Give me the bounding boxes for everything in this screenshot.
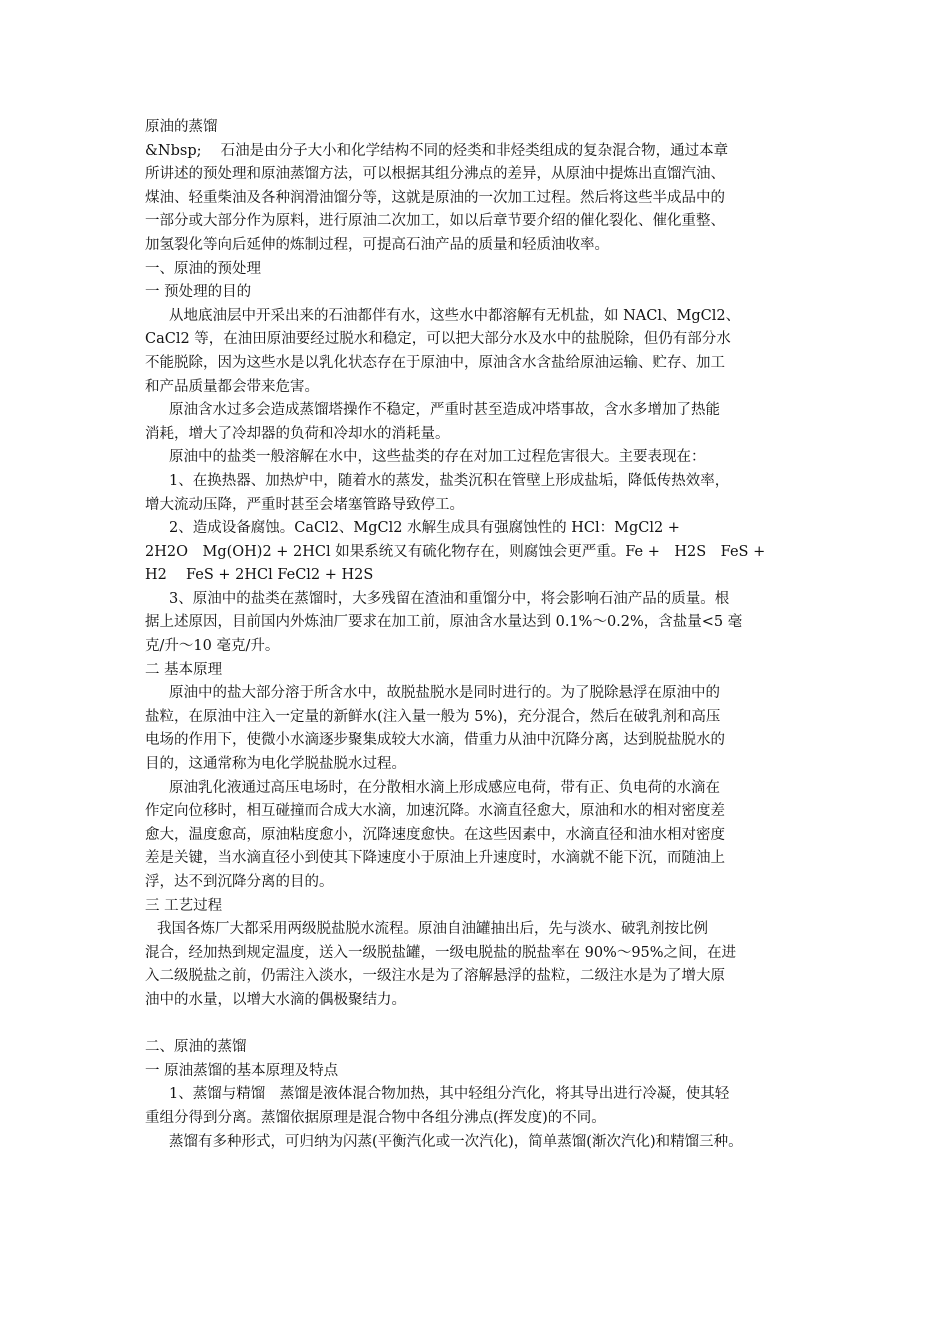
paragraph-line: 原油中的盐大部分溶于所含水中，故脱盐脱水是同时进行的。为了脱除悬浮在原油中的 [169,685,720,702]
subsection-heading: 一 预处理的目的 [145,284,252,301]
paragraph-line: &Nbsp; 石油是由分子大小和化学结构不同的烃类和非烃类组成的复杂混合物，通过本章 [145,142,729,159]
paragraph-line: 我国各炼厂大都采用两级脱盐脱水流程。原油自油罐抽出后，先与淡水、破乳剂按比例 [157,921,708,938]
paragraph-line: 不能脱除，因为这些水是以乳化状态存在于原油中，原油含水含盐给原油运输、贮存、加工 [145,354,725,371]
paragraph-line: 克/升～10 毫克/升。 [145,638,280,655]
formula-line: 2H2O Mg(OH)2 + 2HCl 如果系统又有硫化物存在，则腐蚀会更严重。Fe + H2S FeS + [145,543,766,560]
paragraph-line: 盐粒，在原油中注入一定量的新鲜水(注入量一般为 5%)，充分混合，然后在破乳剂和高压 [145,708,721,725]
blank-line [145,1013,810,1037]
paragraph-line: 电场的作用下，使微小水滴逐步聚集成较大水滴，借重力从油中沉降分离，达到脱盐脱水的 [145,732,725,749]
subsection-heading: 三 工艺过程 [145,897,223,914]
document-body [145,116,810,1154]
paragraph-line: 蒸馏有多种形式，可归纳为闪蒸(平衡汽化或一次汽化)，简单蒸馏(渐次汽化)和精馏三种。 [169,1133,743,1150]
paragraph-line: 从地底油层中开采出来的石油都伴有水，这些水中都溶解有无机盐，如 NACl、MgCl2、 [169,307,741,324]
paragraph-line: 和产品质量都会带来危害。 [145,378,319,395]
paragraph-line: 愈大，温度愈高，原油粘度愈小，沉降速度愈快。在这些因素中，水滴直径和油水相对密度 [145,826,725,843]
paragraph-line: 作定向位移时，相互碰撞而合成大水滴，加速沉降。水滴直径愈大，原油和水的相对密度差 [145,803,725,820]
paragraph-line: 油中的水量，以增大水滴的偶极聚结力。 [145,991,406,1008]
paragraph-line: 原油含水过多会造成蒸馏塔操作不稳定，严重时甚至造成冲塔事故，含水多增加了热能 [169,402,720,419]
paragraph-line: 入二级脱盐之前，仍需注入淡水，一级注水是为了溶解悬浮的盐粒，二级注水是为了增大原 [145,968,725,985]
subsection-heading: 一 原油蒸馏的基本原理及特点 [145,1062,339,1079]
paragraph-line: 所讲述的预处理和原油蒸馏方法，可以根据其组分沸点的差异，从原油中提炼出直馏汽油、 [145,166,725,183]
subsection-heading: 二 基本原理 [145,661,223,678]
section-heading: 二、原油的蒸馏 [145,1039,247,1056]
paragraph-line: 煤油、轻重柴油及各种润滑油馏分等，这就是原油的一次加工过程。然后将这些半成品中的 [145,189,725,206]
paragraph-line: 重组分得到分离。蒸馏依据原理是混合物中各组分沸点(挥发度)的不同。 [145,1109,606,1126]
paragraph-line: 原油中的盐类一般溶解在水中，这些盐类的存在对加工过程危害很大。主要表现在： [169,449,706,466]
list-item-line: 1、蒸馏与精馏 蒸馏是液体混合物加热，其中轻组分汽化，将其导出进行冷凝，使其轻 [169,1086,730,1103]
paragraph-line: 浮，达不到沉降分离的目的。 [145,874,334,890]
paragraph-line: CaCl2 等，在油田原油要经过脱水和稳定，可以把大部分水及水中的盐脱除，但仍有部分水 [145,331,731,348]
paragraph-line: 原油乳化液通过高压电场时，在分散相水滴上形成感应电荷，带有正、负电荷的水滴在 [169,779,720,796]
list-item-line: 3、原油中的盐类在蒸馏时，大多残留在渣油和重馏分中，将会影响石油产品的质量。根 [169,590,730,607]
paragraph-line: 差是关键，当水滴直径小到使其下降速度小于原油上升速度时，水滴就不能下沉，而随油上 [145,850,725,867]
formula-line: H2 FeS + 2HCl FeCl2 + H2S [145,567,374,584]
list-item-line: 1、在换热器、加热炉中，随着水的蒸发，盐类沉积在管壁上形成盐垢，降低传热效率， [169,472,730,489]
paragraph-line: 加氢裂化等向后延伸的炼制过程，可提高石油产品的质量和轻质油收率。 [145,236,609,253]
paragraph-line: 增大流动压降，严重时甚至会堵塞管路导致停工。 [145,496,464,513]
document-title: 原油的蒸馏 [145,119,218,135]
paragraph-line: 据上述原因，目前国内外炼油厂要求在加工前，原油含水量达到 0.1%～0.2%，含盐量<5 毫 [145,614,743,631]
paragraph-line: 一部分或大部分作为原料，进行原油二次加工，如以后章节要介绍的催化裂化、催化重整、 [145,213,725,230]
paragraph-line: 混合，经加热到规定温度，送入一级脱盐罐，一级电脱盐的脱盐率在 90%～95%之间，在进 [145,944,737,961]
section-heading: 一、原油的预处理 [145,260,261,277]
paragraph-line: 目的，这通常称为电化学脱盐脱水过程。 [145,756,406,773]
paragraph-line: 消耗，增大了冷却器的负荷和冷却水的消耗量。 [145,425,450,442]
list-item-line: 2、造成设备腐蚀。CaCl2、MgCl2 水解生成具有强腐蚀性的 HCl：MgCl2 + [169,520,680,537]
